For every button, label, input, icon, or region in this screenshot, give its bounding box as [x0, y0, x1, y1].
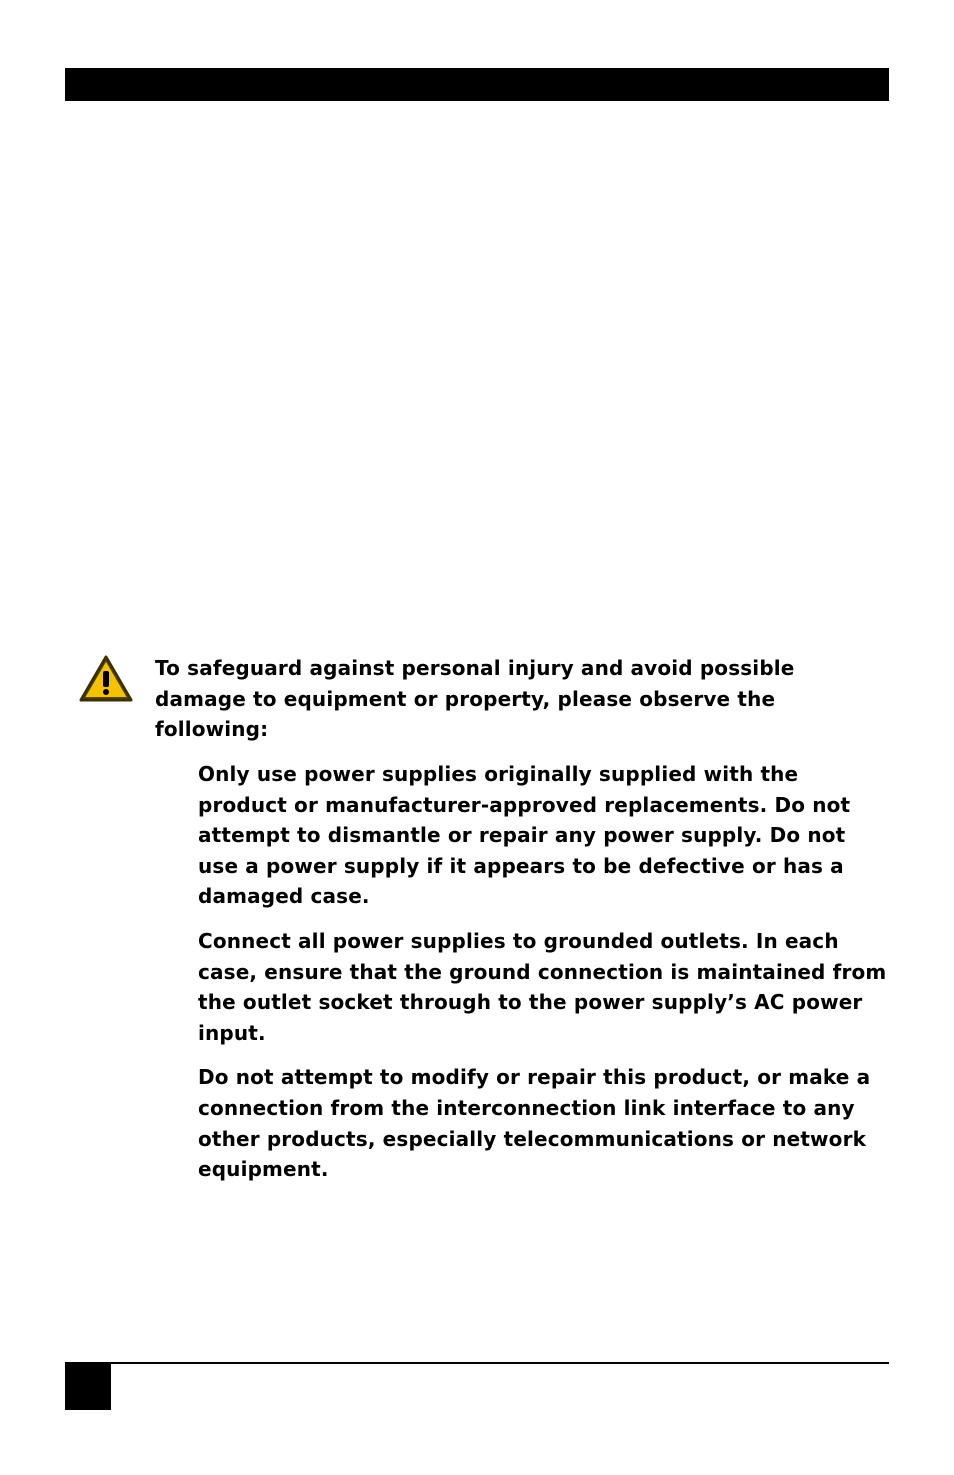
warning-item: Do not attempt to modify or repair this product, or make a connection from the interconnection link interface to any other products, especially telecommunications or network equipment. — [198, 1065, 871, 1182]
warning-intro: To safeguard against personal injury and avoid possible damage to equipment or property, please observe the following: — [155, 656, 795, 742]
header-bar — [65, 68, 889, 101]
footer-page-marker — [65, 1364, 111, 1410]
footer-rule — [65, 1362, 889, 1364]
warning-list — [198, 759, 888, 1199]
warning-item: Connect all power supplies to grounded outlets. In each case, ensure that the ground connection is maintained from the outlet socket through to the power supply’s AC power input. — [198, 928, 887, 1045]
warning-item: Only use power supplies originally supplied with the product or manufacturer-approved replacements. Do not attempt to dismantle or repair any power supply. Do not use a power supply if it appears to be defective or has a damaged case. — [198, 762, 851, 909]
warning-triangle-icon — [78, 654, 134, 704]
